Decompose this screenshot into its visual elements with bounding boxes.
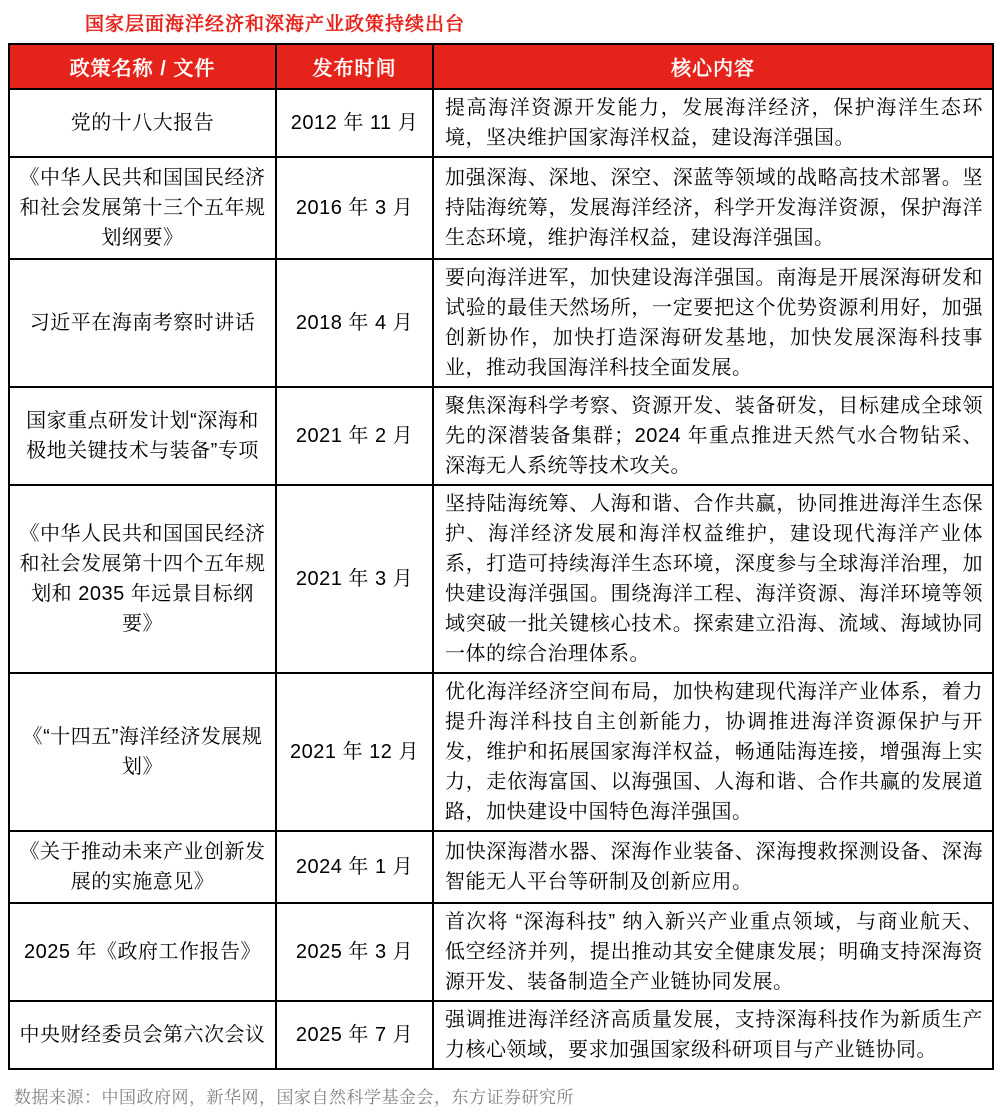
table-row — [9, 673, 993, 831]
publish-date: 2021 年 3 月 — [276, 485, 433, 673]
publish-date: 2016 年 3 月 — [276, 157, 433, 259]
table-row — [9, 831, 993, 903]
table-row — [9, 157, 993, 259]
policy-name: 习近平在海南考察时讲话 — [9, 259, 276, 387]
core-content: 要向海洋进军，加快建设海洋强国。南海是开展深海研发和试验的最佳天然场所，一定要把这个优势资源利用好，加强创新协作，加快打造深海研发基地，加快发展深海科技事业，推动我国海洋科技全面发展。 — [433, 259, 993, 387]
core-content: 优化海洋经济空间布局，加快构建现代海洋产业体系，着力提升海洋科技自主创新能力，协调推进海洋资源保护与开发，维护和拓展国家海洋权益，畅通陆海连接，增强海上实力，走依海富国、以海强国、人海和谐、合作共赢的发展道路，加快建设中国特色海洋强国。 — [433, 673, 993, 831]
core-content: 加快深海潜水器、深海作业装备、深海搜救探测设备、深海智能无人平台等研制及创新应用。 — [433, 831, 993, 903]
data-source-note: 数据来源：中国政府网，新华网，国家自然科学基金会，东方证券研究所 — [14, 1088, 574, 1107]
policy-table — [8, 43, 994, 1070]
header-publish-date: 发布时间 — [276, 44, 433, 89]
policy-name: 2025 年《政府工作报告》 — [9, 903, 276, 1001]
publish-date: 2012 年 11 月 — [276, 89, 433, 157]
core-content: 强调推进海洋经济高质量发展，支持深海科技作为新质生产力核心领域，要求加强国家级科研项目与产业链协同。 — [433, 1001, 993, 1069]
table-header-row — [9, 44, 993, 89]
publish-date: 2025 年 7 月 — [276, 1001, 433, 1069]
publish-date: 2018 年 4 月 — [276, 259, 433, 387]
page-title: 国家层面海洋经济和深海产业政策持续出台 — [85, 14, 466, 35]
core-content: 提高海洋资源开发能力，发展海洋经济，保护海洋生态环境，坚决维护国家海洋权益，建设海洋强国。 — [433, 89, 993, 157]
publish-date: 2024 年 1 月 — [276, 831, 433, 903]
table-row — [9, 387, 993, 485]
policy-name: 《中华人民共和国国民经济和社会发展第十四个五年规划和 2035 年远景目标纲要》 — [9, 485, 276, 673]
table-row — [9, 259, 993, 387]
header-policy-name: 政策名称 / 文件 — [9, 44, 276, 89]
publish-date: 2021 年 12 月 — [276, 673, 433, 831]
policy-name: 国家重点研发计划“深海和极地关键技术与装备”专项 — [9, 387, 276, 485]
core-content: 加强深海、深地、深空、深蓝等领域的战略高技术部署。坚持陆海统筹，发展海洋经济，科学开发海洋资源，保护海洋生态环境，维护海洋权益，建设海洋强国。 — [433, 157, 993, 259]
policy-name: 党的十八大报告 — [9, 89, 276, 157]
table-row — [9, 1001, 993, 1069]
core-content: 坚持陆海统筹、人海和谐、合作共赢，协同推进海洋生态保护、海洋经济发展和海洋权益维护，建设现代海洋产业体系，打造可持续海洋生态环境，深度参与全球海洋治理，加快建设海洋强国。围绕海洋工程、海洋资源、海洋环境等领域突破一批关键核心技术。探索建立沿海、流域、海域协同一体的综合治理体系。 — [433, 485, 993, 673]
policy-name: 《“十四五”海洋经济发展规划》 — [9, 673, 276, 831]
table-row — [9, 485, 993, 673]
table-row — [9, 903, 993, 1001]
core-content: 聚焦深海科学考察、资源开发、装备研发，目标建成全球领先的深潜装备集群；2024 年重点推进天然气水合物钻采、深海无人系统等技术攻关。 — [433, 387, 993, 485]
publish-date: 2021 年 2 月 — [276, 387, 433, 485]
publish-date: 2025 年 3 月 — [276, 903, 433, 1001]
policy-name: 《关于推动未来产业创新发展的实施意见》 — [9, 831, 276, 903]
policy-name: 中央财经委员会第六次会议 — [9, 1001, 276, 1069]
policy-name: 《中华人民共和国国民经济和社会发展第十三个五年规划纲要》 — [9, 157, 276, 259]
core-content: 首次将 “深海科技” 纳入新兴产业重点领域，与商业航天、低空经济并列，提出推动其安全健康发展；明确支持深海资源开发、装备制造全产业链协同发展。 — [433, 903, 993, 1001]
table-row — [9, 89, 993, 157]
header-core-content: 核心内容 — [433, 44, 993, 89]
